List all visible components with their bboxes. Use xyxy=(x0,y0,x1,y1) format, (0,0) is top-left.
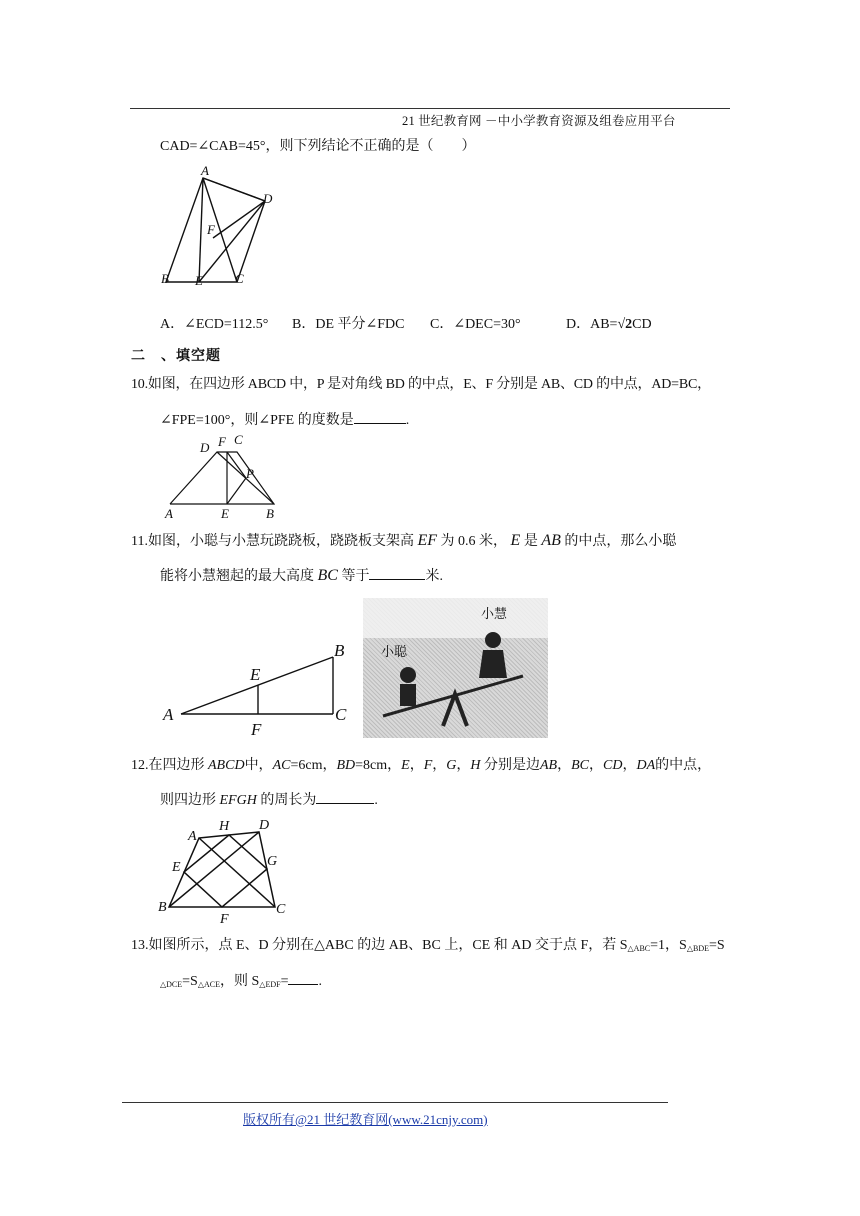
q10-line2 xyxy=(160,409,409,429)
q11-line2-b: 等于 xyxy=(341,569,370,584)
seesaw-illustration xyxy=(363,598,548,738)
q12-var-efgh: EFGH xyxy=(219,793,257,808)
q12-label-c: C xyxy=(276,902,286,917)
q12-var-bd: BD xyxy=(336,758,356,773)
photo-sky xyxy=(363,598,548,638)
q12-var-ac: AC xyxy=(272,758,291,773)
segment-ep xyxy=(227,478,246,504)
q10-line2-end: . xyxy=(405,413,410,428)
q9-label-b: B xyxy=(161,271,169,286)
q9-option-d-suffix: CD xyxy=(632,317,652,332)
q12-figure xyxy=(155,815,305,927)
q12-var-bc: BC xyxy=(571,758,589,773)
q12-var-h: H xyxy=(470,758,481,773)
q11-var-ef: EF xyxy=(417,532,438,549)
q12-label-b: B xyxy=(158,900,167,915)
q13-eq4: ，则 S xyxy=(220,974,260,989)
q12-label-d: D xyxy=(259,818,270,833)
q10-figure xyxy=(160,432,285,522)
q11-figure xyxy=(155,598,355,738)
girl-head xyxy=(485,632,501,648)
segment-ad xyxy=(203,178,265,201)
boy-head xyxy=(400,667,416,683)
q11-line2-a: 能将小慧翘起的最大高度 xyxy=(160,569,314,584)
q12-label-e: E xyxy=(172,860,181,875)
q10-label-p: P xyxy=(246,466,254,481)
boy-body xyxy=(400,684,416,706)
q11-label-a: A xyxy=(163,705,174,724)
footer-link[interactable]: 版权所有@21 世纪教育网(www.21cnjy.com) xyxy=(243,1112,488,1127)
q12-line1-e: 分别是边 xyxy=(484,758,540,773)
q12-answer-blank[interactable] xyxy=(316,791,374,804)
header-text: 21 世纪教育网 －中小学教育资源及组卷应用平台 xyxy=(402,114,676,128)
q11-label-b: B xyxy=(334,641,345,660)
q11-line2-c: 米. xyxy=(425,569,443,584)
q12-var-abcd: ABCD xyxy=(208,758,245,773)
diagonal-bd xyxy=(169,832,259,907)
segment-fp xyxy=(227,452,246,478)
q10-label-e: E xyxy=(221,506,229,521)
q9-label-c: C xyxy=(235,271,244,286)
q12-var-f: F xyxy=(423,758,433,773)
q13-line1-text: 13.如图所示，点 E、D 分别在△ABC 的边 AB、BC 上，CE 和 AD 交于点 F，若 S xyxy=(131,938,628,953)
segment-de xyxy=(199,201,265,282)
q9-option-d-root: √2 xyxy=(617,317,633,332)
q9-label-e: E xyxy=(195,273,203,288)
q13-eq5: = xyxy=(280,974,289,989)
q9-option-d xyxy=(566,313,652,333)
q12-var-g: G xyxy=(446,758,457,773)
q10-line1: 10.如图，在四边形 ABCD 中，P 是对角线 BD 的中点，E、F 分别是 AB、CD 的中点，AD=BC， xyxy=(131,377,711,392)
q12-line1-a: 12.在四边形 xyxy=(131,758,205,773)
q9-label-d: D xyxy=(263,191,273,206)
q11-var-bc: BC xyxy=(317,567,338,584)
q12-sep: ， xyxy=(557,758,572,773)
q11-line1 xyxy=(131,530,676,550)
q11-var-ab: AB xyxy=(541,532,561,549)
quadrilateral-abcd xyxy=(170,452,274,504)
q12-sep: ， xyxy=(409,758,424,773)
q9-option-c: C．∠DEC=30° xyxy=(430,317,521,332)
q10-line2-text: ∠FPE=100°，则∠PFE 的度数是 xyxy=(160,413,354,428)
q9-label-a: A xyxy=(201,163,209,178)
q12-label-f: F xyxy=(220,912,229,927)
q11-line1-a: 11.如图，小聪与小慧玩跷跷板，跷跷板支架高 xyxy=(131,534,414,549)
q10-label-b: B xyxy=(266,506,274,521)
q13-sub-edf: △EDF xyxy=(259,980,281,989)
section-title: 二 、填空题 xyxy=(131,349,221,364)
q12-line1-c: =6cm， xyxy=(290,758,337,773)
q11-line2 xyxy=(160,565,443,585)
q12-label-a: A xyxy=(188,829,197,844)
photo-label-boy: 小聪 xyxy=(381,644,408,659)
q12-line1-f: 的中点， xyxy=(655,758,712,773)
q13-eq3: =S xyxy=(182,974,198,989)
q12-label-h: H xyxy=(219,819,230,834)
quadrilateral-efgh xyxy=(184,835,267,907)
q12-label-g: G xyxy=(267,854,278,869)
segment-ae xyxy=(199,178,203,282)
girl-body xyxy=(479,650,507,678)
q11-line1-d: 的中点，那么小聪 xyxy=(564,534,677,549)
q9-figure xyxy=(155,160,285,290)
q12-sep: ， xyxy=(622,758,637,773)
q12-line2-end: . xyxy=(374,793,378,808)
q13-eq1: =1，S xyxy=(650,938,687,953)
q11-var-e: E xyxy=(510,532,521,549)
header-rule xyxy=(130,108,730,109)
q13-line2 xyxy=(160,970,322,990)
q12-var-ab: AB xyxy=(540,758,558,773)
q13-answer-blank[interactable] xyxy=(288,972,318,985)
q12-line1-d: =8cm， xyxy=(355,758,402,773)
photo-label-girl: 小慧 xyxy=(481,606,508,621)
q9-label-f: F xyxy=(207,222,215,237)
q9-option-b: B．DE 平分∠FDC xyxy=(292,317,405,332)
q11-label-f: F xyxy=(251,720,262,738)
q9-option-d-prefix: D．AB= xyxy=(566,317,618,332)
q10-label-d: D xyxy=(200,440,210,455)
q10-answer-blank[interactable] xyxy=(354,411,406,424)
q9-option-a: A．∠ECD=112.5° xyxy=(160,317,269,332)
parallelogram-abcd xyxy=(166,178,265,282)
q13-line1 xyxy=(131,934,725,954)
q12-var-e: E xyxy=(401,758,410,773)
q12-sep: ， xyxy=(589,758,603,773)
q12-line2-a: 则四边形 xyxy=(160,793,216,808)
q13-line2-end: . xyxy=(318,974,322,989)
q11-label-e: E xyxy=(250,665,261,684)
q12-sep: ， xyxy=(432,758,447,773)
q13-sub-abc: △ABC xyxy=(627,944,651,953)
q10-label-f: F xyxy=(218,434,226,449)
q13-sub-bde: △BDE xyxy=(686,944,709,953)
q11-line1-c: 是 xyxy=(523,534,538,549)
q9-text: CAD=∠CAB=45°，则下列结论不正确的是（ ） xyxy=(160,139,476,154)
q13-sub-dce: △DCE xyxy=(160,980,183,989)
footer-rule xyxy=(122,1102,668,1103)
q11-label-c: C xyxy=(335,705,347,724)
seesaw-photo xyxy=(363,598,548,738)
quadrilateral-abcd xyxy=(169,832,278,907)
q12-sep: ， xyxy=(456,758,471,773)
q12-var-da: DA xyxy=(636,758,656,773)
q12-line1-b: 中， xyxy=(244,758,273,773)
q11-line1-b: 为 0.6 米， xyxy=(440,534,508,549)
q12-var-cd: CD xyxy=(603,758,623,773)
q12-line2 xyxy=(160,789,378,809)
q11-answer-blank[interactable] xyxy=(369,567,425,580)
q10-label-a: A xyxy=(165,506,173,521)
q13-sub-ace: △ACE xyxy=(197,980,220,989)
q12-line1 xyxy=(131,754,711,774)
q10-label-c: C xyxy=(234,432,243,447)
q12-line2-b: 的周长为 xyxy=(260,793,317,808)
q13-eq2: =S xyxy=(708,938,725,953)
